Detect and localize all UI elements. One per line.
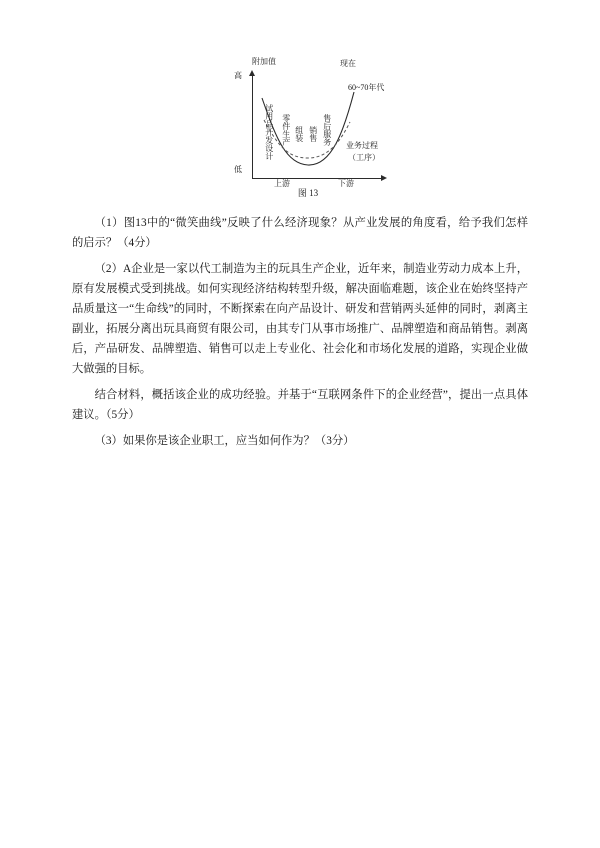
annotation-era: 60~70年代 xyxy=(348,83,385,92)
x-axis-downstream-label: 下游 xyxy=(338,179,354,188)
question-2 xyxy=(72,259,528,379)
question-3-number: （3） xyxy=(94,435,123,447)
stage-label-assembly: 组装 xyxy=(294,126,304,142)
x-axis-upstream-label: 上游 xyxy=(274,179,290,188)
stage-label-parts: 零件生产 xyxy=(281,114,291,146)
figure-area xyxy=(0,57,600,213)
x-axis-note: 业务过程 xyxy=(346,141,378,150)
question-2-number: （2） xyxy=(94,263,123,275)
stage-label-aftersales: 售后服务 xyxy=(322,114,332,146)
question-list xyxy=(72,213,528,453)
stage-label-design: 试用品开发设计 xyxy=(264,104,274,160)
figure-caption: 图 13 xyxy=(297,188,319,198)
y-axis-high-label: 高 xyxy=(234,71,242,80)
smile-curve-figure xyxy=(228,57,388,188)
question-2-text: A企业是一家以代工制造为主的玩具生产企业，近年来，制造业劳动力成本上升，原有发展模式受到挑战。如何实现经济结构转型升级，解决面临难题，该企业在始终坚持产品质量这一“生命线”的同时，不断探索在向产品设计、研发和营销两头延伸的同时，剥离主副业，拓展分离出玩具商贸有限公司，由其专门从事市场推广、品牌塑造和商品销售。剥离后，产品研发、品牌塑造、销售可以走上专业化、社会化和市场化发展的道路，实现企业做大做强的目标。 xyxy=(72,263,528,375)
curve-now xyxy=(262,92,354,165)
question-2-followup xyxy=(72,385,528,425)
question-1-text: 图13中的“微笑曲线”反映了什么经济现象？从产业发展的角度看，给予我们怎样的启示？（4分） xyxy=(72,217,528,249)
curve-past xyxy=(264,120,350,158)
question-1-number: （1） xyxy=(94,217,124,229)
smile-curve-lines xyxy=(228,68,388,186)
y-axis-label: 附加值 xyxy=(252,57,276,66)
x-axis-note-secondary: （工序） xyxy=(348,153,380,162)
question-2-followup-text: 结合材料，概括该企业的成功经验。并基于“互联网条件下的企业经营”，提出一点具体建议。（5分） xyxy=(72,389,528,421)
y-axis-low-label: 低 xyxy=(234,165,242,174)
question-1 xyxy=(72,213,528,253)
question-3-text: 如果你是该企业职工，应当如何作为？（3分） xyxy=(122,435,355,447)
stage-label-sales: 销售 xyxy=(308,126,318,142)
question-3 xyxy=(72,431,528,451)
annotation-now: 现在 xyxy=(340,59,356,68)
